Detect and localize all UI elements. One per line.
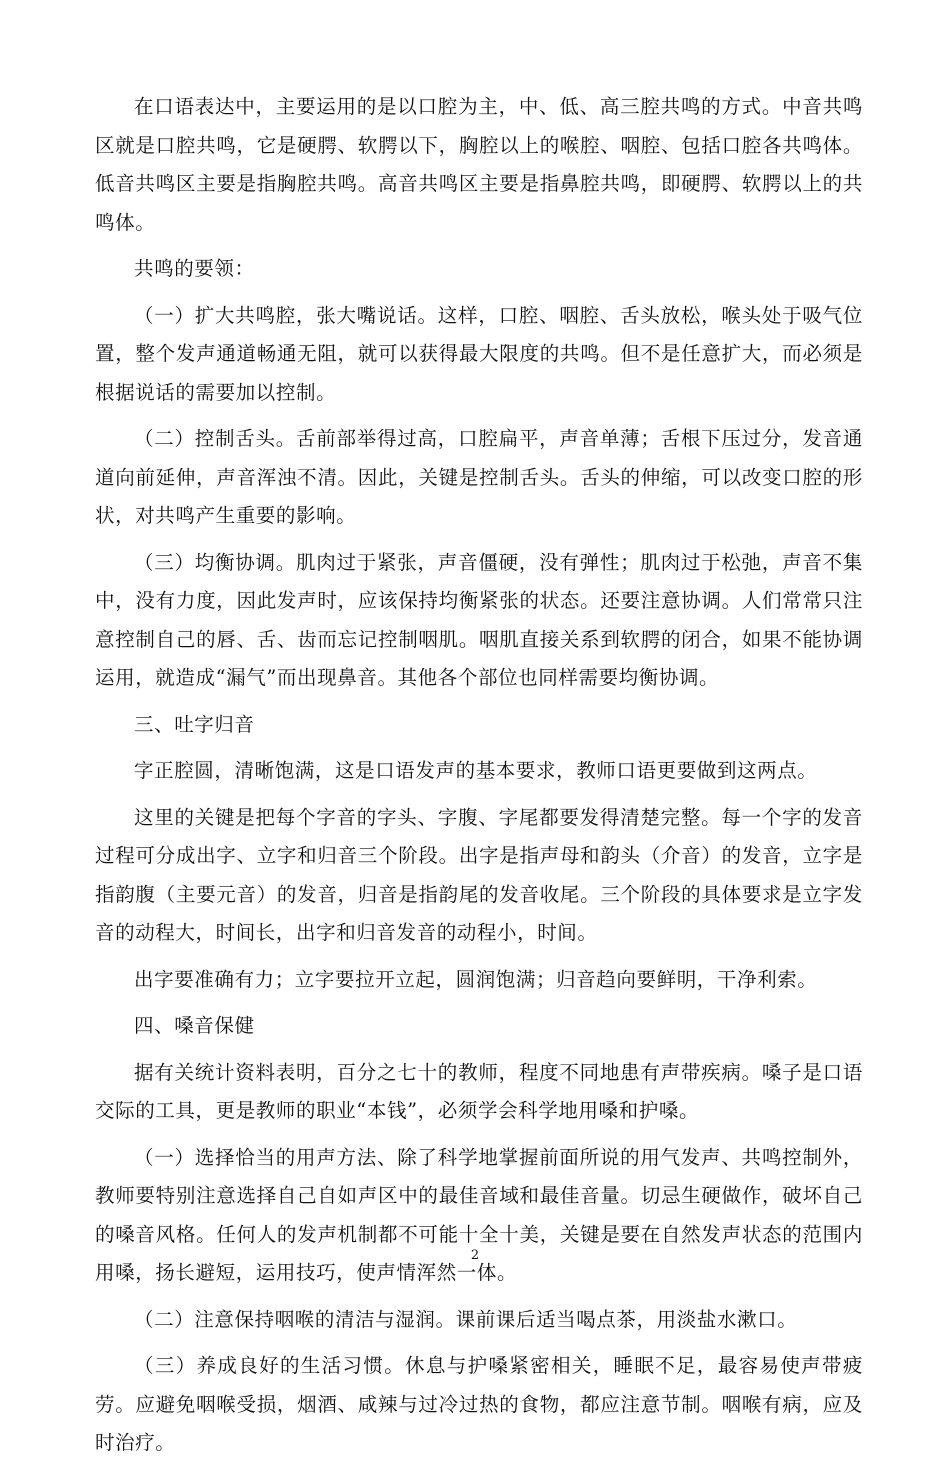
section-heading-voice-care: 四、嗓音保健 <box>134 1014 255 1037</box>
paragraph-essential-2: （二）控制舌头。舌前部举得过高，口腔扁平，声音单薄；舌根下压过分，发音通道向前延伸，声音浑浊不清。因此，关键是控制舌头。舌头的伸缩，可以改变口腔的形状，对共鸣产生重要的影响。 <box>95 427 863 527</box>
paragraph-resonance-intro: 在口语表达中，主要运用的是以口腔为主，中、低、高三腔共鸣的方式。中音共鸣区就是口腔共鸣，它是硬腭、软腭以下，胸腔以上的喉腔、咽腔、包括口腔各共鸣体。低音共鸣区主要是指胸腔共鸣。高音共鸣区主要是指鼻腔共鸣，即硬腭、软腭以上的共鸣体。 <box>95 95 863 234</box>
paragraph-essential-1: （一）扩大共鸣腔，张大嘴说话。这样，口腔、咽腔、舌头放松，喉头处于吸气位置，整个发声通道畅通无阻，就可以获得最大限度的共鸣。但不是任意扩大，而必须是根据说话的需要加以控制。 <box>95 303 863 404</box>
paragraph-voice-care-3: （三）养成良好的生活习惯。休息与护嗓紧密相关，睡眠不足，最容易使声带疲劳。应避免咽喉受损，烟酒、咸辣与过冷过热的食物，都应注意节制。咽喉有病，应及时治疗。 <box>95 1354 863 1454</box>
paragraph-articulation-stages: 这里的关键是把每个字音的字头、字腹、字尾都要发得清楚完整。每一个字的发音过程可分成出字、立字和归音三个阶段。出字是指声母和韵头（介音）的发音，立字是指韵腹（主要元音）的发音，归音是指韵尾的发音收尾。三个阶段的具体要求是立字发音的动程大，时间长，出字和归音发音的动程小，时间。 <box>95 805 863 944</box>
paragraph-resonance-essentials-label: 共鸣的要领： <box>134 257 255 280</box>
section-heading-articulation: 三、吐字归音 <box>134 712 255 736</box>
paragraph-voice-care-intro: 据有关统计资料表明，百分之七十的教师，程度不同地患有声带疾病。嗓子是口语交际的工具，更是教师的职业“本钱”，必须学会科学地用嗓和护嗓。 <box>95 1060 863 1122</box>
paragraph-voice-care-1: （一）选择恰当的用声方法、除了科学地掌握前面所说的用气发声、共鸣控制外，教师要特别注意选择自己自如声区中的最佳音域和最佳音量。切忌生硬做作，破坏自己的嗓音风格。任何人的发声机制都不可能十全十美，关键是要在自然发声状态的范围内用嗓，扬长避短，运用技巧，使声情浑然一体。 <box>95 1145 863 1284</box>
document-body <box>95 88 863 1471</box>
paragraph-essential-3: （三）均衡协调。肌肉过于紧张，声音僵硬，没有弹性；肌肉过于松弛，声音不集中，没有力度，因此发声时，应该保持均衡紧张的状态。还要注意协调。人们常常只注意控制自己的唇、舌、齿而忘记控制咽肌。咽肌直接关系到软腭的闭合，如果不能协调运用，就造成“漏气”而出现鼻音。其他各个部位也同样需要均衡协调。 <box>95 550 863 689</box>
paragraph-articulation-requirements: 出字要准确有力；立字要拉开立起，圆润饱满；归音趋向要鲜明，干净利索。 <box>134 967 818 991</box>
page-number: 2 <box>470 1248 480 1263</box>
paragraph-voice-care-2: （二）注意保持咽喉的清洁与湿润。课前课后适当喝点茶，用淡盐水漱口。 <box>134 1307 798 1331</box>
paragraph-articulation-intro: 字正腔圆，清晰饱满，这是口语发声的基本要求，教师口语更要做到这两点。 <box>134 759 818 782</box>
